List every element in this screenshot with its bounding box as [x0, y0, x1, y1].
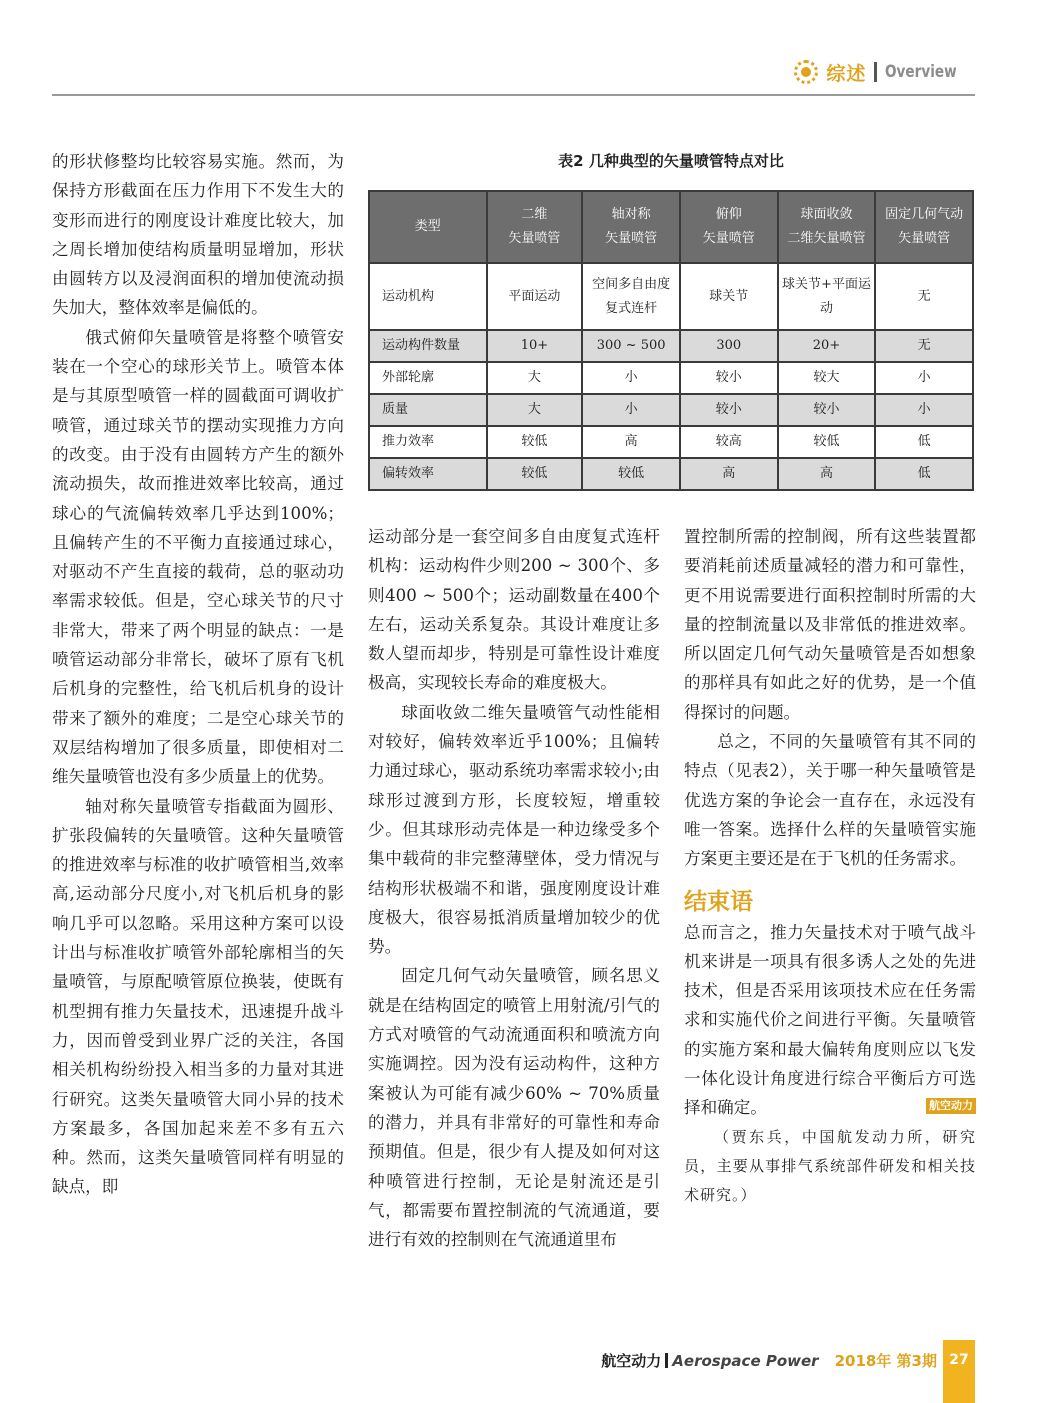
gear-icon — [794, 60, 818, 84]
table-cell: 较高 — [680, 426, 778, 458]
text-column-1 — [52, 147, 344, 1202]
table-cell: 小 — [582, 362, 680, 394]
table-cell: 无 — [875, 330, 973, 362]
table-row — [369, 263, 973, 330]
section-name: 综述 — [826, 62, 867, 85]
paragraph: 俄式俯仰矢量喷管是将整个喷管安装在一个空心的球形关节上。喷管本体是与其原型喷管一样的圆截面可调收扩喷管，通过球关节的摆动实现推力方向的改变。由于没有由圆转方产生的额外流动损失，故而推进效率比较高，通过球心的气流偏转效率几乎达到100%；且偏转产生的不平衡力直接通过球心，对驱动不产生直接的载荷，总的驱动功率需求较低。但是，空心球关节的尺寸非常大，带来了两个明显的缺点：一是喷管运动部分非常长，破坏了原有飞机后机身的完整性，给飞机后机身的设计带来了额外的难度；二是空心球关节的双层结构增加了很多质量，即使相对二维矢量喷管也没有多少质量上的优势。 — [52, 327, 344, 787]
table-cell: 较低 — [582, 458, 680, 490]
table-row — [369, 458, 973, 490]
table-row — [369, 426, 973, 458]
paragraph: 固定几何气动矢量喷管，顾名思义就是在结构固定的喷管上用射流/引气的方式对喷管的气动流通面积和喷流方向实施调控。因为没有运动构件，这种方案被认为可能有减少60% ~ 70%质量的潜力，并具有非常好的可靠性和寿命预期值。但是，很少有人提及如何对这种喷管进行控制，无论是射流还是引气，都需要布置控制流的气流通道，要进行有效的控制则在气流通道里布 — [368, 966, 660, 1250]
table-cell: 无 — [875, 263, 973, 330]
table-title: 表2 几种典型的矢量喷管特点对比 — [558, 152, 784, 170]
table-cell: 较大 — [778, 362, 876, 394]
table-cell: 大 — [487, 394, 583, 426]
table-cell: 平面运动 — [487, 263, 583, 330]
table-cell: 高 — [582, 426, 680, 458]
conclusion-paragraph — [684, 918, 976, 1123]
page-number: 27 — [949, 1352, 969, 1368]
row-label: 运动构件数量 — [369, 330, 487, 362]
table-cell: 较小 — [680, 394, 778, 426]
table-cell: 300 ~ 500 — [582, 330, 680, 362]
conclusion-text: 总而言之，推力矢量技术对于喷气战斗机来讲是一项具有很多诱人之处的先进技术，但是否采用该项技术应在任务需求和实施代价之间进行平衡。矢量喷管的实施方案和最大偏转角度则应以飞发一体化设计角度进行综合平衡后方可选择和确定。 — [684, 922, 976, 1118]
table-cell: 300 — [680, 330, 778, 362]
paragraph: 球面收敛二维矢量喷管气动性能相对较好，偏转效率近乎100%；且偏转力通过球心，驱动系统功率需求较小;由球形过渡到方形，长度较短，增重较少。但其球形动壳体是一种边缘受多个集中载荷的非完整薄壁体，受力情况与结构形状极端不和谐，强度刚度设计难度极大，很容易抵消质量增加较少的优势。 — [368, 702, 660, 957]
row-label: 质量 — [369, 394, 487, 426]
table-cell: 小 — [875, 362, 973, 394]
text-column-3 — [684, 522, 976, 1210]
table-cell: 高 — [680, 458, 778, 490]
table-row — [369, 330, 973, 362]
end-mark-logo: 航空动力 — [926, 1098, 976, 1114]
row-label: 外部轮廓 — [369, 362, 487, 394]
table-header-cell: 俯仰 矢量喷管 — [680, 191, 778, 263]
table-header-cell: 二维 矢量喷管 — [487, 191, 583, 263]
row-label: 运动机构 — [369, 263, 487, 330]
footer-divider — [665, 1353, 668, 1368]
table-row — [369, 394, 973, 426]
table-cell: 小 — [582, 394, 680, 426]
table-cell: 球关节 — [680, 263, 778, 330]
table-cell: 较小 — [778, 394, 876, 426]
table-row — [369, 362, 973, 394]
page-number-box — [943, 1340, 975, 1403]
section-label — [794, 58, 975, 86]
footer-journal-line — [601, 1350, 937, 1371]
issue-label: 2018年 第3期 — [834, 1352, 937, 1370]
table-cell: 球关节+平面运动 — [778, 263, 876, 330]
row-label: 偏转效率 — [369, 458, 487, 490]
table-cell: 大 — [487, 362, 583, 394]
table-header-cell: 球面收敛 二维矢量喷管 — [778, 191, 876, 263]
page-footer — [0, 1340, 1045, 1403]
page-header — [0, 0, 1045, 100]
paragraph: 总之，不同的矢量喷管有其不同的特点（见表2），关于哪一种矢量喷管是优选方案的争论会一直存在，永远没有唯一答案。选择什么样的矢量喷管实施方案更主要还是在于飞机的任务需求。 — [684, 732, 976, 869]
paragraph: 的形状修整均比较容易实施。然而，为保持方形截面在压力作用下不发生大的变形而进行的刚度设计难度比较大，加之周长增加使结构质量明显增加，形状由圆转方以及浸润面积的增加使流动损失加大，整体效率是偏低的。 — [52, 152, 344, 318]
header-rule — [52, 94, 975, 96]
table-cell: 低 — [875, 458, 973, 490]
section-heading: 结束语 — [684, 888, 753, 915]
table-cell: 较低 — [487, 426, 583, 458]
table-header-row — [369, 191, 973, 263]
paragraph: 轴对称矢量喷管专指截面为圆形、扩张段偏转的矢量喷管。这种矢量喷管的推进效率与标准的收扩喷管相当,效率高,运动部分尺度小,对飞机后机身的影响几乎可以忽略。采用这种方案可以设计出与标准收扩喷管外部轮廓相当的矢量喷管，与原配喷管原位换装，使既有机型拥有推力矢量技术，迅速提升战斗力，因而曾受到业界广泛的关注，各国相关机构纷纷投入相当多的力量对其进行研究。这类矢量喷管大同小异的技术方案最多，各国加起来差不多有五六种。然而，这类矢量喷管同样有明显的缺点，即 — [52, 796, 344, 1197]
journal-name-en: Aerospace Power — [672, 1351, 819, 1370]
text-column-2 — [368, 522, 660, 1254]
journal-name: 航空动力 — [601, 1352, 662, 1370]
table-cell: 较小 — [680, 362, 778, 394]
author-bio: （贾东兵，中国航发动力所，研究员，主要从事排气系统部件研发和相关技术研究。） — [684, 1127, 976, 1204]
paragraph: 运动部分是一套空间多自由度复式连杆机构：运动构件少则200 ~ 300个、多则400 ~ 500个；运动副数量在400个左右，运动关系复杂。其设计难度让多数人望而却步，特别是可靠性设计难度极高，实现较长寿命的难度极大。 — [368, 527, 660, 693]
table-cell: 高 — [778, 458, 876, 490]
table-cell: 较低 — [487, 458, 583, 490]
table-header-cell: 轴对称 矢量喷管 — [582, 191, 680, 263]
table-cell: 空间多自由度复式连杆 — [582, 263, 680, 330]
table-cell: 较低 — [778, 426, 876, 458]
paragraph: 置控制所需的控制阀，所有这些装置都要消耗前述质量减轻的潜力和可靠性，更不用说需要进行面积控制时所需的大量的控制流量以及非常低的推进效率。所以固定几何气动矢量喷管是否如想象的那样具有如此之好的优势，是一个值得探讨的问题。 — [684, 527, 976, 722]
table-cell: 低 — [875, 426, 973, 458]
comparison-table — [368, 190, 974, 491]
table-cell: 小 — [875, 394, 973, 426]
table-cell: 10+ — [487, 330, 583, 362]
row-label: 推力效率 — [369, 426, 487, 458]
table-header-cell: 固定几何气动 矢量喷管 — [875, 191, 973, 263]
section-name-en: Overview — [885, 62, 958, 82]
header-divider — [874, 62, 877, 82]
table-header-cell: 类型 — [369, 191, 487, 263]
table-cell: 20+ — [778, 330, 876, 362]
